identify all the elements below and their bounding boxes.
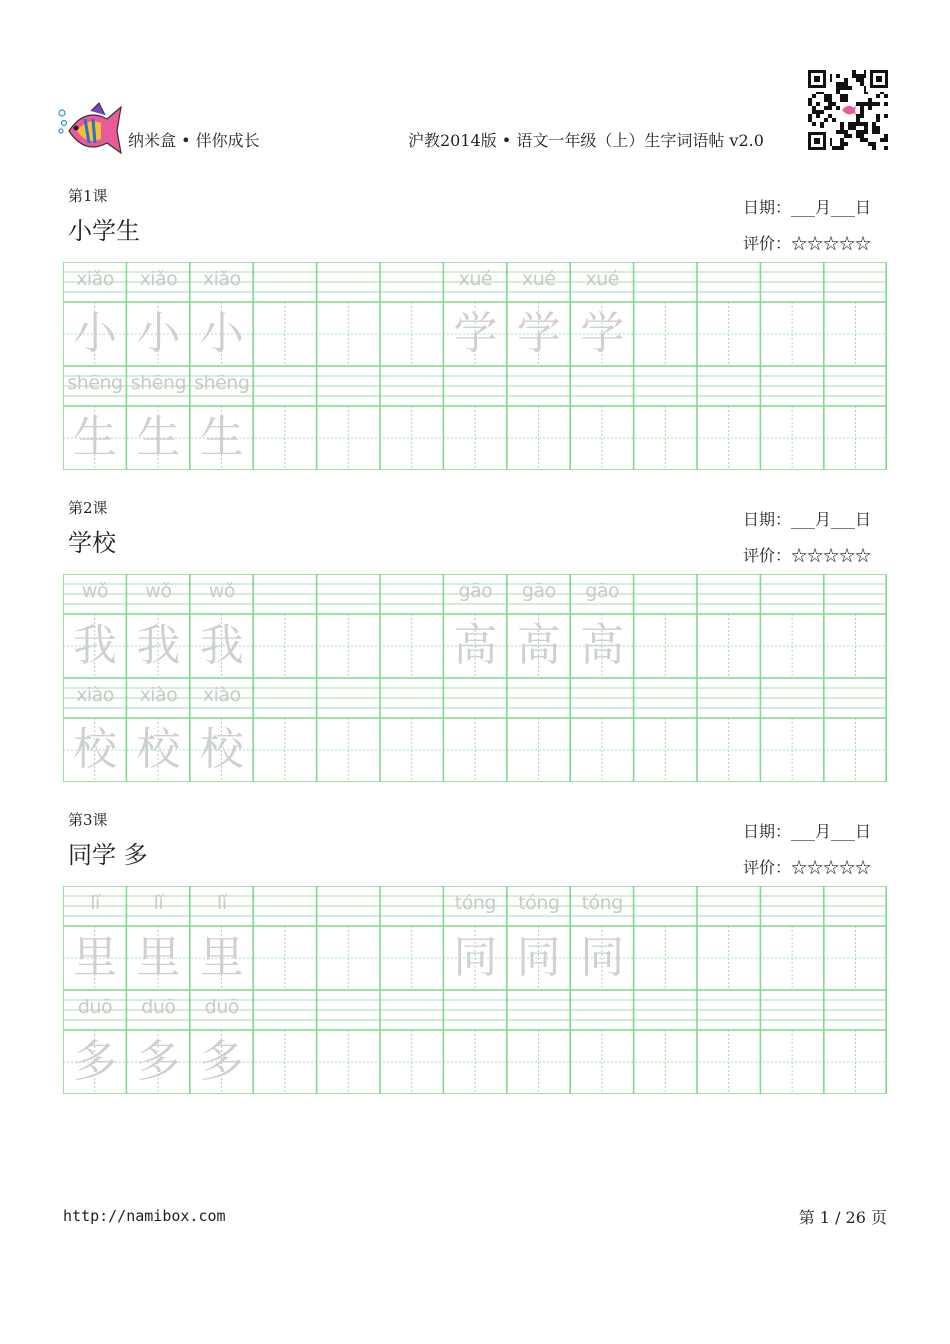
trace-character: 校 — [73, 724, 117, 775]
pinyin-label: wǒ — [81, 580, 109, 602]
brand-slogan: 纳米盒 • 伴你成长 — [128, 131, 260, 150]
pinyin-label: lǐ — [153, 892, 164, 914]
pinyin-label: tóng — [518, 892, 560, 914]
trace-character: 里 — [73, 932, 117, 983]
trace-character: 里 — [199, 932, 244, 983]
pinyin-label: shēng — [67, 372, 123, 394]
pinyin-label: duō — [77, 996, 113, 1018]
lesson-number: 第3课 — [68, 811, 108, 829]
trace-character: 生 — [199, 412, 244, 463]
pinyin-label: gāo — [521, 580, 556, 602]
date-field: 日期：___月___日 — [743, 822, 872, 841]
trace-character: 学 — [453, 308, 498, 359]
trace-character: 高 — [580, 620, 625, 671]
trace-character: 小 — [136, 308, 181, 359]
lesson-words: 学校 — [68, 529, 116, 557]
pinyin-label: duō — [204, 996, 239, 1018]
pinyin-label: duō — [141, 996, 176, 1018]
namibox-fish-logo — [55, 97, 125, 159]
rating-stars: 评价：☆☆☆☆☆ — [743, 234, 872, 253]
document-title: 沪教2014版 • 语文一年级（上）生字词语帖 v2.0 — [408, 131, 764, 150]
page-indicator: 第 1 / 26 页 — [798, 1208, 887, 1227]
pinyin-label: lǐ — [217, 892, 227, 914]
trace-character: 小 — [73, 308, 117, 359]
trace-character: 多 — [199, 1036, 244, 1087]
pinyin-label: xiào — [202, 684, 241, 706]
qr-code-icon — [808, 70, 888, 150]
footer-url-link[interactable]: http://namibox.com — [63, 1207, 226, 1225]
trace-character: 学 — [516, 308, 561, 359]
pinyin-label: wǒ — [145, 580, 172, 602]
lesson-number: 第2课 — [68, 499, 108, 517]
trace-character: 同 — [453, 932, 498, 983]
pinyin-label: xiǎo — [139, 268, 178, 290]
trace-character: 生 — [73, 412, 117, 463]
trace-character: 校 — [136, 724, 181, 775]
pinyin-label: shēng — [130, 372, 186, 394]
pinyin-label: gāo — [585, 580, 620, 602]
date-field: 日期：___月___日 — [743, 510, 872, 529]
pinyin-label: xué — [522, 268, 556, 290]
trace-character: 同 — [580, 932, 625, 983]
writing-grid — [63, 262, 887, 470]
trace-character: 我 — [199, 620, 244, 671]
trace-character: 多 — [136, 1036, 181, 1087]
rating-stars: 评价：☆☆☆☆☆ — [743, 546, 872, 565]
trace-character: 里 — [136, 932, 181, 983]
pinyin-label: lǐ — [90, 892, 100, 914]
pinyin-label: xué — [458, 268, 493, 290]
lesson-words: 小学生 — [68, 217, 140, 245]
pinyin-label: shēng — [194, 372, 250, 394]
date-field: 日期：___月___日 — [743, 198, 872, 217]
trace-character: 学 — [580, 308, 625, 359]
trace-character: 高 — [516, 620, 561, 671]
pinyin-label: xiào — [76, 684, 114, 706]
pinyin-label: wǒ — [208, 580, 235, 602]
trace-character: 高 — [453, 620, 498, 671]
pinyin-label: xué — [585, 268, 619, 290]
trace-character: 校 — [199, 724, 244, 775]
lesson-words: 同学 多 — [68, 841, 148, 869]
trace-character: 多 — [73, 1036, 117, 1087]
trace-character: 同 — [516, 932, 561, 983]
pinyin-label: gāo — [458, 580, 493, 602]
trace-character: 我 — [136, 620, 181, 671]
trace-character: 小 — [199, 308, 244, 359]
rating-stars: 评价：☆☆☆☆☆ — [743, 858, 872, 877]
pinyin-label: xiǎo — [202, 268, 241, 290]
writing-grid — [63, 574, 887, 782]
trace-character: 生 — [136, 412, 181, 463]
lesson-number: 第1课 — [68, 187, 108, 205]
pinyin-label: tóng — [581, 892, 623, 914]
writing-grid — [63, 886, 887, 1094]
pinyin-label: xiào — [139, 684, 178, 706]
pinyin-label: xiǎo — [76, 268, 114, 290]
pinyin-label: tóng — [454, 892, 496, 914]
trace-character: 我 — [73, 620, 117, 671]
